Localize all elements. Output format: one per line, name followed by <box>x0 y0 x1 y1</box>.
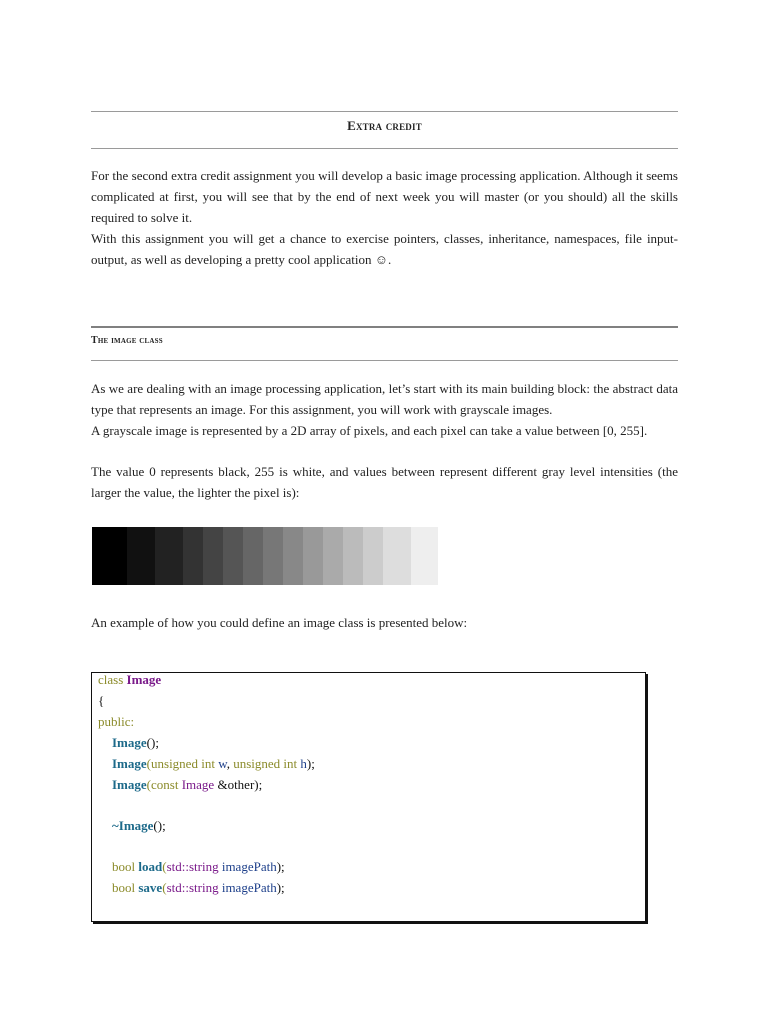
gray-swatch <box>203 527 223 585</box>
gray-swatch <box>127 527 155 585</box>
gray-swatch <box>383 527 411 585</box>
code-load-open: ( <box>162 859 167 874</box>
code-keyword-class: class <box>98 672 127 687</box>
code-ctor3-const: const <box>151 777 182 792</box>
code-load-ns: std::string <box>166 859 219 874</box>
gray-swatch <box>363 527 383 585</box>
code-save-arg: imagePath <box>218 880 277 895</box>
code-save-open: ( <box>162 880 167 895</box>
gray-swatch <box>263 527 283 585</box>
code-ctor2-arg1: w <box>214 756 227 771</box>
code-ctor3-name: Image <box>112 777 147 792</box>
code-ctor2-type1: unsigned int <box>151 756 215 771</box>
paragraph-example: An example of how you could define an image class is presented below: <box>91 615 468 630</box>
code-save-close: ); <box>276 880 285 895</box>
code-line-ctor-copy <box>112 776 262 794</box>
gray-swatch <box>303 527 323 585</box>
code-ctor2-open: ( <box>146 756 152 771</box>
code-line-ctor-default <box>112 734 159 752</box>
code-load-arg: imagePath <box>218 859 277 874</box>
gray-swatch <box>283 527 303 585</box>
rule-top-1 <box>91 111 678 112</box>
grayscale-gradient <box>92 527 468 585</box>
paragraph-adt: As we are dealing with an image processing application, let’s start with its main building block: the abstract data type that represents an image. For this assignment, you will work with grayscale images. <box>91 381 678 417</box>
rule-top-2 <box>91 148 678 149</box>
code-ctor-name: Image <box>112 735 147 750</box>
paragraph-values: The value 0 represents black, 255 is white, and values between represent different gray level intensities (the larger the value, the lighter the pixel is): <box>91 464 678 500</box>
code-ctor2-name: Image <box>112 756 147 771</box>
code-open-brace: { <box>98 693 105 708</box>
code-save-ns: std::string <box>166 880 219 895</box>
code-line-class <box>98 671 161 689</box>
code-line-save <box>112 879 285 897</box>
rule-section2-2 <box>91 360 678 361</box>
gray-swatch <box>438 527 468 585</box>
code-save-type: bool <box>112 880 139 895</box>
paragraph-grayscale: A grayscale image is represented by a 2D array of pixels, and each pixel can take a value between [0, 255]. <box>91 423 648 438</box>
section-heading-image-class: The image class <box>91 335 163 346</box>
smiley-icon: ☺. <box>374 252 392 267</box>
code-load-name: load <box>138 859 163 874</box>
code-load-type: bool <box>112 859 139 874</box>
gray-swatch <box>155 527 183 585</box>
gray-swatch <box>323 527 343 585</box>
paragraph-intro: For the second extra credit assignment you will develop a basic image processing application. Although it seems complicated at first, you will see that by the end of next week you will master (or you should) all the skills required to solve it. <box>91 168 678 225</box>
code-ctor2-close: ); <box>306 756 315 771</box>
gray-swatch <box>92 527 127 585</box>
code-line-load <box>112 858 285 876</box>
code-ctor-parens: (); <box>146 735 159 750</box>
paragraph-exercise <box>91 228 678 270</box>
code-dtor-parens: (); <box>153 818 166 833</box>
code-load-close: ); <box>276 859 285 874</box>
code-ctor3-rest: &other); <box>214 777 263 792</box>
code-class-name: Image <box>126 672 162 687</box>
gray-swatch <box>411 527 438 585</box>
code-ctor2-type2: unsigned int <box>233 756 298 771</box>
gray-swatch <box>343 527 363 585</box>
code-save-name: save <box>138 880 163 895</box>
code-ctor3-type: Image <box>181 777 215 792</box>
code-ctor2-arg2: h <box>297 756 307 771</box>
code-ctor3-open: ( <box>146 777 152 792</box>
code-dtor-name: ~Image <box>112 818 154 833</box>
gray-swatch <box>243 527 263 585</box>
code-line-dtor <box>112 817 166 835</box>
code-line-ctor-size <box>112 755 315 773</box>
rule-section2-1 <box>91 326 678 328</box>
code-ctor2-comma: , <box>226 756 234 771</box>
gray-swatch <box>183 527 203 585</box>
paragraph-exercise-text: With this assignment you will get a chance to exercise pointers, classes, inheritance, namespaces, file input-output, as well as developing a pretty cool application <box>91 231 678 267</box>
code-line-brace <box>98 692 104 710</box>
gray-swatch <box>223 527 243 585</box>
code-box <box>91 672 646 922</box>
section-heading-extra-credit: Extra credit <box>347 118 422 133</box>
code-line-public <box>98 713 134 731</box>
code-public: public: <box>98 714 135 729</box>
